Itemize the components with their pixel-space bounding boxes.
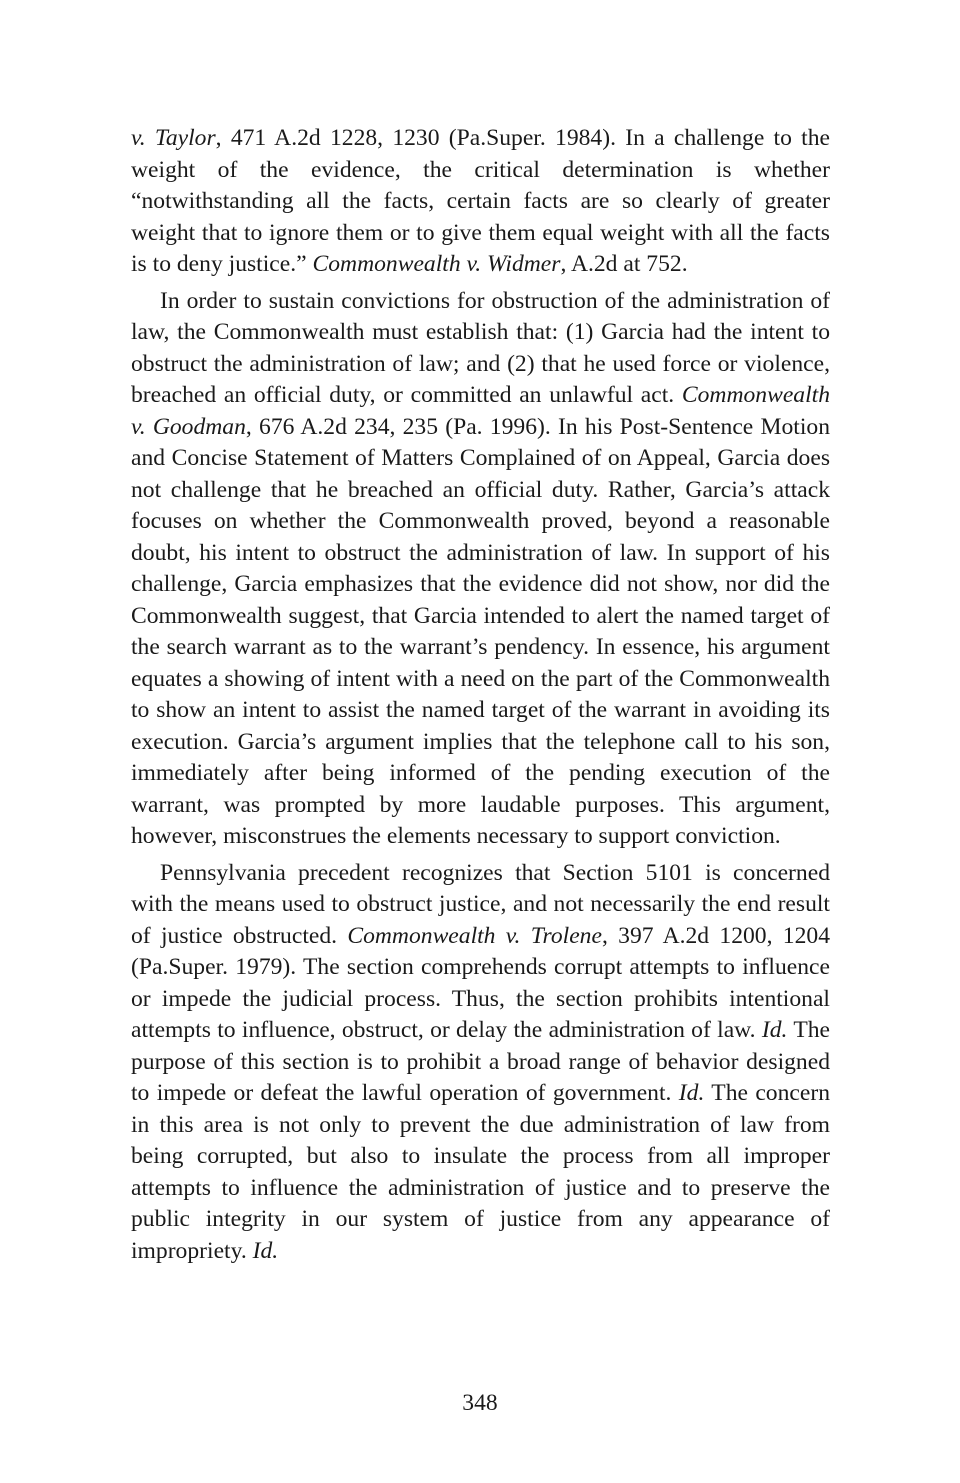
text-segment: , 471 A.2d 1228, 1230 (Pa.Super. 1984). In a challenge to the weight of the evidence, the critical determination is whether “notwithstanding all the facts, certain facts are so clearly of greater weight that to ignore them or to give them equal weight with all the facts is to deny justice.”	[131, 125, 830, 277]
text-segment: The purpose of this section is to prohibit a broad range of behavior designed to impede or defeat the lawful operation of government.	[131, 1017, 830, 1106]
text-segment: The concern in this area is not only to prevent the due administration of law from being corrupted, but also to insulate the process from all improper attempts to influence the administration of justice and to preserve the public integrity in our system of justice from any appearance of impropriety.	[131, 1080, 831, 1264]
case-citation-taylor: v. Taylor	[131, 125, 216, 151]
case-citation-trolene: Commonwealth v. Trolene	[347, 922, 602, 949]
text-segment: , 397 A.2d 1200, 1204 (Pa.Super. 1979). The section comprehends corrupt attempts to influence or impede the judicial process. Thus, the section prohibits intentional attempts to influence, obstruct, or delay the administration of law.	[131, 922, 830, 1043]
text-segment: , 676 A.2d 234, 235 (Pa. 1996). In his Post-Sentence Motion and Concise Statement of Matters Complained of on Appeal, Garcia does not challenge that he breached an official duty. Rather, Garcia’s attack focuses on whether the Commonwealth proved, beyond a reasonable doubt, his intent to obstruct the administration of law. In support of his challenge, Garcia emphasizes that the evidence did not show, nor did the Commonwealth suggest, that Garcia intended to alert the named target of the search warrant as to the warrant’s pendency. In essence, his argument equates a showing of intent with a need on the part of the Commonwealth to show an intent to assist the named target of the warrant in avoiding its execution. Garcia’s argument implies that the telephone call to his son, immediately after being informed of the pending execution of the warrant, was prompted by more laudable purposes. This argument, however, misconstrues the elements necessary to support conviction.	[131, 413, 830, 849]
id-citation: Id.	[761, 1017, 788, 1043]
case-citation-widmer: Commonwealth v. Widmer	[312, 251, 561, 277]
page-body	[131, 123, 830, 1267]
id-citation: Id.	[678, 1080, 705, 1106]
paragraph-3	[131, 858, 830, 1268]
id-citation: Id.	[252, 1237, 279, 1264]
paragraph-2	[131, 286, 830, 853]
text-segment: Pennsylvania precedent recognizes that Section 5101 is concerned with the means used to obstruct justice, and not necessarily the end result of justice obstructed.	[131, 859, 830, 949]
page-number: 348	[462, 1390, 498, 1416]
text-segment: In order to sustain convictions for obstruction of the administration of law, the Commonwealth must establish that: (1) Garcia had the intent to obstruct the administration of law; and (2) that he used force or violence, breached an official duty, or committed an unlawful act.	[131, 287, 830, 408]
text-segment: , A.2d at 752.	[560, 251, 688, 277]
paragraph-1	[131, 123, 830, 281]
case-citation-goodman: Commonwealth v. Goodman	[131, 382, 830, 440]
